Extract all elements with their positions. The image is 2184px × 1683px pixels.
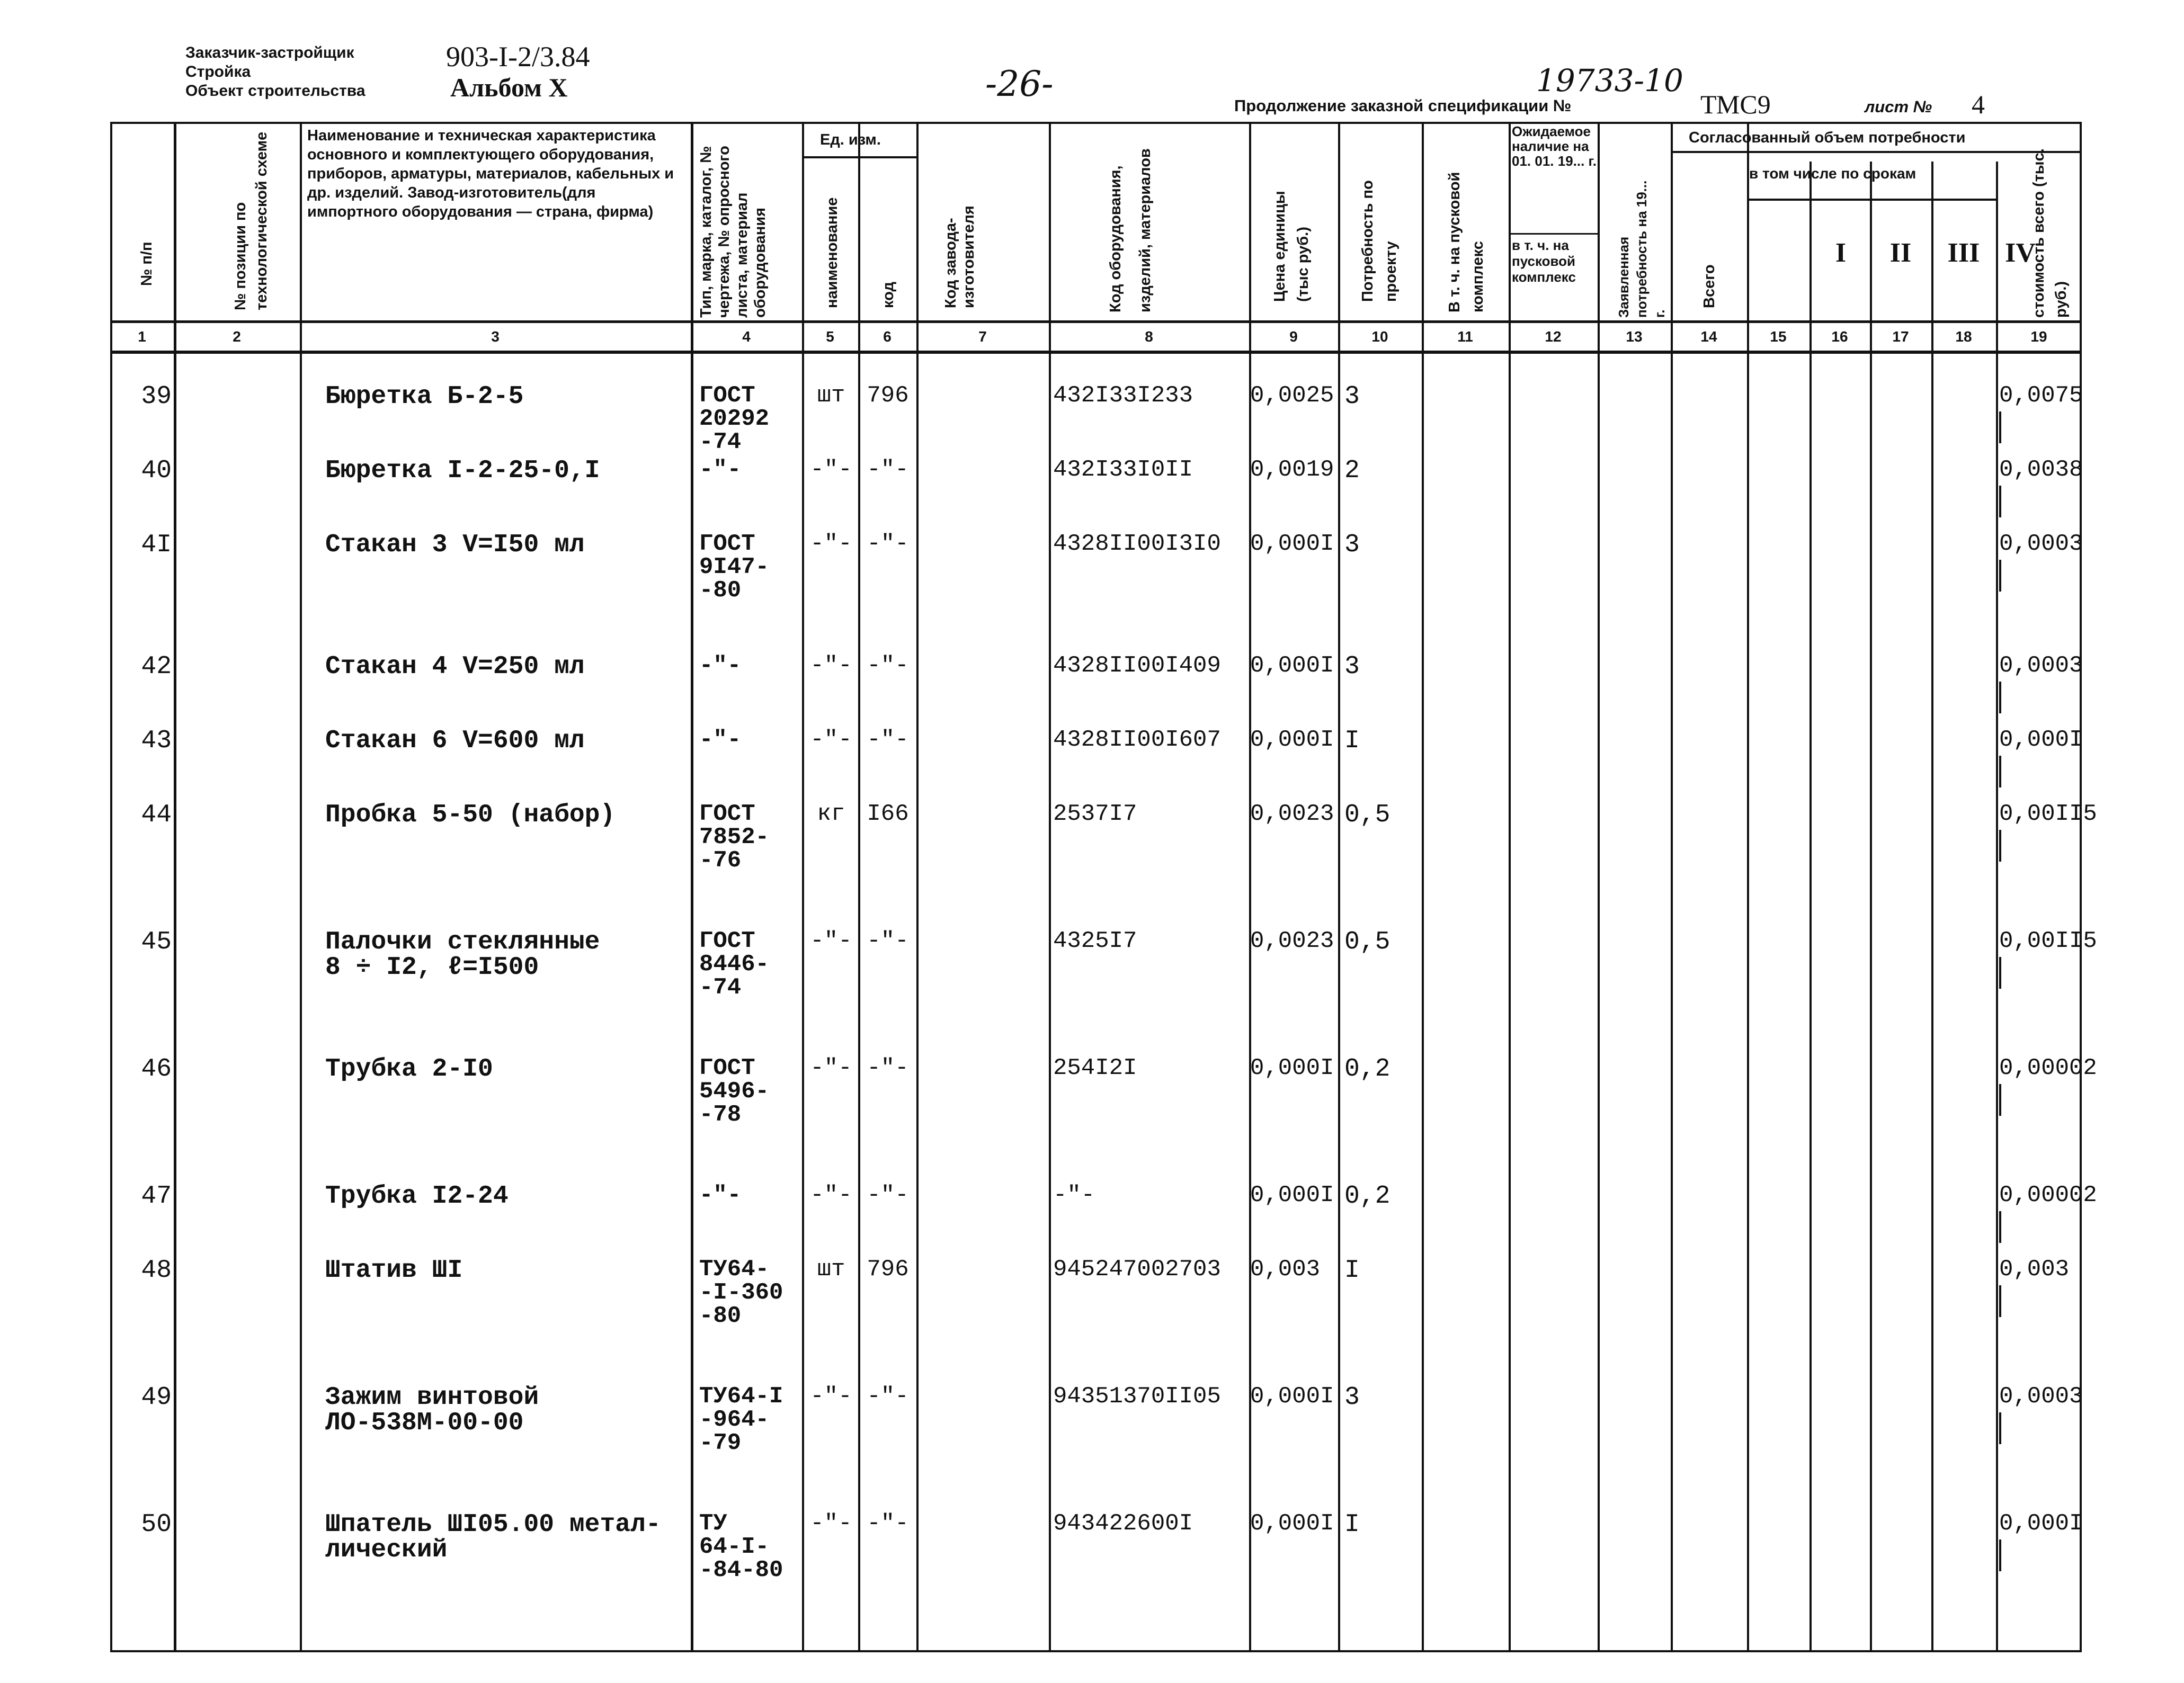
cell-code: 4328II00I3I0 <box>1053 531 1221 557</box>
cell-unit: шт <box>817 1256 845 1283</box>
cell-name: Шпатель ШI05.00 метал- лический <box>325 1510 661 1564</box>
header-labels <box>185 43 366 101</box>
album-label: Альбом X <box>450 73 568 102</box>
header-col6: код <box>880 282 897 308</box>
cost-tick <box>1999 1412 2001 1444</box>
cell-price: 0,0025 <box>1250 382 1334 409</box>
cost-tick <box>1999 957 2001 989</box>
specification-table <box>110 122 2097 1652</box>
cell-name: Зажим винтовой ЛО-538М-00-00 <box>325 1383 539 1437</box>
cell-ucode: -"- <box>867 1383 909 1410</box>
cell-unit: кг <box>817 801 845 827</box>
header-col3: Наименование и техническая характеристика основного и комплектующего оборудования, приборов, арматуры, материалов, кабельных и др. изделий. Завод-изготовитель(для импортного оборудования — страна, фирма) <box>307 127 674 220</box>
cell-type: ГОСТ 8446- -74 <box>699 928 770 1001</box>
agreed-subheader-line <box>1671 151 2080 153</box>
cell-code: 94351370II05 <box>1053 1383 1221 1410</box>
colnum-13: 13 <box>1626 328 1643 345</box>
cell-total: 0,0003 <box>1999 652 2083 679</box>
cell-unit: -"- <box>810 1055 852 1081</box>
cell-total: 0,00002 <box>1999 1182 2097 1208</box>
cell-name: Штатив ШI <box>325 1256 463 1285</box>
header-col14: Всего <box>1701 264 1718 308</box>
colnum-5: 5 <box>826 328 834 345</box>
cell-name: Стакан 6 V=600 мл <box>325 727 585 755</box>
cell-ucode: -"- <box>867 1510 909 1537</box>
cell-unit: -"- <box>810 1510 852 1537</box>
cell-n: 44 <box>141 801 172 829</box>
header-units: Ед. изм. <box>820 131 881 148</box>
header-col13: Заявленная потребность на 19... г. <box>1616 180 1668 318</box>
header-col11: В т. ч. на пусковой комплекс <box>1446 172 1486 312</box>
cell-name: Бюретка Б-2-5 <box>325 382 524 411</box>
colnum-1: 1 <box>138 328 146 345</box>
spec-code: ТМС9 <box>1700 89 1771 119</box>
cell-type: ГОСТ 20292 -74 <box>699 382 770 455</box>
colnum-12: 12 <box>1545 328 1562 345</box>
header-col15: I <box>1835 238 1847 268</box>
cell-total: 0,0075 <box>1999 382 2083 409</box>
cell-total: 0,0038 <box>1999 456 2083 483</box>
cell-code: 254I2I <box>1053 1055 1137 1081</box>
header-col17: III <box>1947 238 1980 268</box>
cell-code: 4325I7 <box>1053 928 1137 954</box>
cell-total: 0,00II5 <box>1999 801 2097 827</box>
cell-qty: 0,2 <box>1344 1055 1390 1084</box>
col-line-18 <box>1996 162 1998 1652</box>
colnum-18: 18 <box>1955 328 1972 345</box>
cell-type: ТУ64- -I-360 -80 <box>699 1256 783 1329</box>
cell-code: 2537I7 <box>1053 801 1137 827</box>
header-col5: наименование <box>824 197 841 308</box>
terms-subheader-line <box>1747 199 1996 201</box>
sheet-label: лист № <box>1865 97 1932 116</box>
cost-tick <box>1999 682 2001 713</box>
cell-price: 0,0023 <box>1250 928 1334 954</box>
col-line-15 <box>1809 162 1812 1652</box>
cell-type: ГОСТ 7852- -76 <box>699 801 770 874</box>
colnum-8: 8 <box>1145 328 1153 345</box>
cell-code: 945247002703 <box>1053 1256 1221 1283</box>
cell-ucode: -"- <box>867 1055 909 1081</box>
project-code: 903-I-2/3.84 <box>446 41 590 73</box>
cost-tick <box>1999 830 2001 862</box>
units-subheader-line <box>802 156 916 158</box>
cell-type: -"- <box>699 1182 742 1208</box>
cell-n: 4I <box>141 531 172 559</box>
cell-total: 0,0003 <box>1999 1383 2083 1410</box>
cost-tick <box>1999 1084 2001 1116</box>
cell-name: Палочки стеклянные 8 ÷ I2, ℓ=I500 <box>325 928 600 982</box>
cell-name: Пробка 5-50 (набор) <box>325 801 616 829</box>
header-col10: Потребность по проекту <box>1359 180 1399 302</box>
cell-unit: -"- <box>810 1383 852 1410</box>
cell-total: 0,000I <box>1999 1510 2083 1537</box>
colnum-7: 7 <box>978 328 987 345</box>
cell-n: 47 <box>141 1182 172 1211</box>
cell-n: 50 <box>141 1510 172 1539</box>
cell-unit: -"- <box>810 727 852 753</box>
cell-type: ГОСТ 9I47- -80 <box>699 531 770 604</box>
cell-unit: -"- <box>810 652 852 679</box>
cell-qty: 0,2 <box>1344 1182 1390 1211</box>
cell-total: 0,0003 <box>1999 531 2083 557</box>
cell-price: 0,0023 <box>1250 801 1334 827</box>
cell-code: 4328II00I409 <box>1053 652 1221 679</box>
cell-ucode: 796 <box>867 1256 909 1283</box>
header-bottom-line <box>110 320 2082 323</box>
cost-tick <box>1999 486 2001 517</box>
page-number: -26- <box>985 64 1054 104</box>
cell-price: 0,000I <box>1250 1055 1334 1081</box>
cell-type: -"- <box>699 456 742 483</box>
cell-qty: I <box>1344 727 1360 755</box>
cell-ucode: 796 <box>867 382 909 409</box>
cell-code: 432I33I233 <box>1053 382 1193 409</box>
cell-unit: шт <box>817 382 845 409</box>
header-col9: Цена единицы (тыс руб.) <box>1271 191 1312 302</box>
header-col8: Код оборудования, изделий, материалов <box>1107 148 1154 312</box>
cell-total: 0,000I <box>1999 727 2083 753</box>
cost-tick <box>1999 1285 2001 1317</box>
cell-total: 0,003 <box>1999 1256 2070 1283</box>
customer-label: Заказчик-застройщик <box>185 44 354 61</box>
continuation-label: Продолжение заказной спецификации № <box>1234 96 1572 115</box>
cell-total: 0,00002 <box>1999 1055 2097 1081</box>
cost-tick <box>1999 1211 2001 1243</box>
cell-n: 40 <box>141 456 172 485</box>
cell-name: Стакан 3 V=I50 мл <box>325 531 585 559</box>
cell-code: 4328II00I607 <box>1053 727 1221 753</box>
cell-price: 0,000I <box>1250 531 1334 557</box>
cell-type: ГОСТ 5496- -78 <box>699 1055 770 1128</box>
cell-n: 49 <box>141 1383 172 1412</box>
cell-total: 0,00II5 <box>1999 928 2097 954</box>
cell-qty: 3 <box>1344 1383 1360 1412</box>
cell-qty: 0,5 <box>1344 801 1390 829</box>
cell-type: -"- <box>699 652 742 679</box>
cell-price: 0,000I <box>1250 1510 1334 1537</box>
cell-ucode: -"- <box>867 531 909 557</box>
header-col7: Код завода-изготовителя <box>942 205 977 308</box>
cell-n: 39 <box>141 382 172 411</box>
cell-unit: -"- <box>810 456 852 483</box>
cost-tick <box>1999 1539 2001 1571</box>
cell-price: 0,000I <box>1250 1383 1334 1410</box>
cell-n: 46 <box>141 1055 172 1084</box>
c12-split-line <box>1509 233 1598 235</box>
cell-name: Стакан 4 V=250 мл <box>325 652 585 681</box>
col-line-16 <box>1870 162 1872 1652</box>
sheet-number: 4 <box>1972 89 1985 119</box>
cell-price: 0,000I <box>1250 727 1334 753</box>
cell-n: 42 <box>141 652 172 681</box>
spec-number-handwritten: 19733-10 <box>1536 62 1683 99</box>
header-col18: IV <box>2005 238 2036 268</box>
cell-qty: 0,5 <box>1344 928 1390 956</box>
cell-ucode: I66 <box>867 801 909 827</box>
cell-ucode: -"- <box>867 928 909 954</box>
col-line-17 <box>1931 162 1933 1652</box>
cell-ucode: -"- <box>867 727 909 753</box>
colnum-9: 9 <box>1289 328 1298 345</box>
cell-qty: 3 <box>1344 531 1360 559</box>
cell-code: 943422600I <box>1053 1510 1193 1537</box>
cell-code: -"- <box>1053 1182 1095 1208</box>
cost-tick <box>1999 411 2001 443</box>
colnum-14: 14 <box>1700 328 1717 345</box>
object-label: Объект строительства <box>185 82 366 100</box>
cell-name: Бюретка I-2-25-0,I <box>325 456 600 485</box>
colnum-15: 15 <box>1770 328 1787 345</box>
cell-type: -"- <box>699 727 742 753</box>
header-col12-top: Ожидаемое наличие на 01. 01. 19... г. <box>1512 123 1597 169</box>
cell-type: ТУ64-I -964- -79 <box>699 1383 783 1456</box>
header-agreed: Согласованный объем потребности <box>1689 129 1966 146</box>
colnum-16: 16 <box>1831 328 1848 345</box>
colnum-3: 3 <box>491 328 500 345</box>
colnum-6: 6 <box>883 328 892 345</box>
header-col4: Тип, марка, каталог, № чертежа, № опросного листа, материал оборудования <box>698 146 769 318</box>
cell-ucode: -"- <box>867 456 909 483</box>
cell-n: 48 <box>141 1256 172 1285</box>
cell-ucode: -"- <box>867 652 909 679</box>
cell-unit: -"- <box>810 928 852 954</box>
header-col2: № позиции по технологической схеме <box>232 131 270 310</box>
cost-tick <box>1999 560 2001 592</box>
cell-code: 432I33I0II <box>1053 456 1193 483</box>
cell-n: 45 <box>141 928 172 956</box>
cell-price: 0,000I <box>1250 1182 1334 1208</box>
cell-qty: 2 <box>1344 456 1360 485</box>
cell-unit: -"- <box>810 531 852 557</box>
colnum-19: 19 <box>2030 328 2047 345</box>
colnum-bottom-line <box>110 351 2082 354</box>
cell-unit: -"- <box>810 1182 852 1208</box>
header-col19: стоимость всего (тыс. руб.) <box>2030 148 2070 318</box>
colnum-11: 11 <box>1457 328 1473 345</box>
construction-label: Стройка <box>185 63 251 80</box>
cell-qty: I <box>1344 1510 1360 1539</box>
cell-name: Трубка I2-24 <box>325 1182 509 1211</box>
cell-name: Трубка 2-I0 <box>325 1055 493 1084</box>
cell-qty: 3 <box>1344 382 1360 411</box>
cell-qty: 3 <box>1344 652 1360 681</box>
colnum-2: 2 <box>233 328 241 345</box>
cell-price: 0,003 <box>1250 1256 1321 1283</box>
colnum-17: 17 <box>1892 328 1909 345</box>
cost-tick <box>1999 756 2001 787</box>
header-col1: № п/п <box>138 241 155 286</box>
cell-type: ТУ 64-I- -84-80 <box>699 1510 783 1583</box>
cell-ucode: -"- <box>867 1182 909 1208</box>
colnum-4: 4 <box>742 328 751 345</box>
cell-price: 0,000I <box>1250 652 1334 679</box>
cell-n: 43 <box>141 727 172 755</box>
header-terms: в том числе по срокам <box>1749 165 1916 182</box>
cell-price: 0,0019 <box>1250 456 1334 483</box>
header-col12-bottom: в т. ч. на пусковой комплекс <box>1512 237 1576 285</box>
header-col16: II <box>1889 238 1912 268</box>
colnum-10: 10 <box>1371 328 1388 345</box>
cell-qty: I <box>1344 1256 1360 1285</box>
